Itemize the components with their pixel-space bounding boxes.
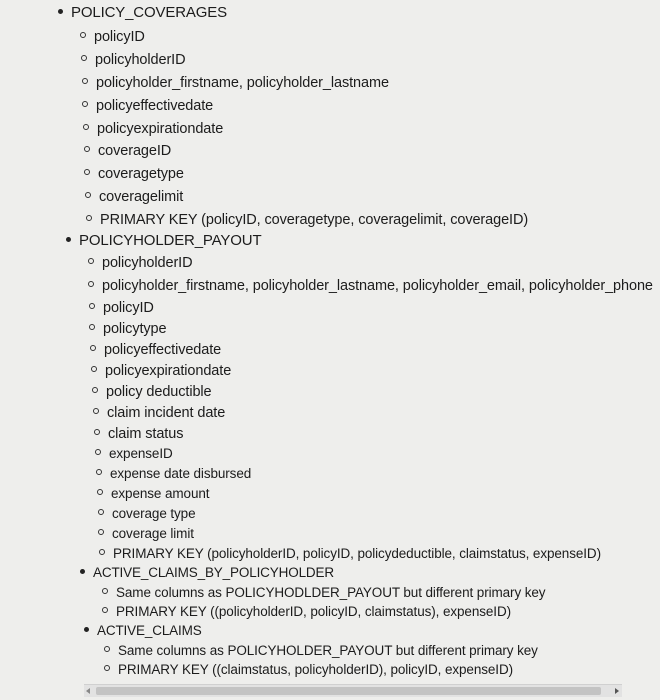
list-item-text: policyeffectivedate [96, 98, 214, 114]
list-item-text: policyholderID [95, 52, 186, 68]
list-item [98, 505, 196, 523]
bullet-icon [90, 345, 96, 351]
list-item [97, 485, 209, 503]
list-item [91, 362, 231, 380]
bullet-icon [99, 549, 105, 555]
list-item-text: PRIMARY KEY (policyholderID, policyID, policydeductible, claimstatus, expenseID) [113, 546, 601, 561]
list-item [89, 320, 166, 338]
list-item [93, 404, 225, 422]
list-item [95, 445, 173, 463]
bullet-icon [88, 258, 94, 264]
list-item [104, 661, 513, 679]
bullet-icon [102, 588, 108, 594]
section-heading [66, 232, 261, 250]
list-item-text: policyholder_firstname, policyholder_lastname [96, 75, 389, 91]
list-item [82, 97, 213, 115]
list-item-text: policy deductible [106, 384, 212, 400]
bullet-icon [102, 607, 108, 613]
list-item [81, 51, 185, 69]
section-title: ACTIVE_CLAIMS [97, 623, 202, 638]
horizontal-scrollbar[interactable] [84, 684, 622, 697]
list-item [88, 277, 653, 295]
list-item [102, 584, 545, 602]
section-title: ACTIVE_CLAIMS_BY_POLICYHOLDER [93, 565, 334, 580]
bullet-icon [82, 101, 88, 107]
list-item-text: claim incident date [107, 405, 226, 421]
list-item-text: policyeffectivedate [104, 342, 222, 358]
list-item-text: coverageID [98, 143, 172, 159]
bullet-icon [85, 192, 91, 198]
list-item [102, 603, 511, 621]
scrollbar-thumb[interactable] [96, 687, 601, 695]
bullet-icon [94, 429, 100, 435]
list-item [85, 188, 183, 206]
section-title: POLICYHOLDER_PAYOUT [79, 232, 262, 249]
list-item-text: PRIMARY KEY ((claimstatus, policyholderID), policyID, expenseID) [118, 662, 513, 677]
scroll-left-arrow-icon[interactable] [86, 688, 90, 694]
bullet-icon [81, 55, 87, 61]
bullet-icon [97, 489, 103, 495]
list-item [96, 465, 251, 483]
list-item-text: policyID [103, 300, 154, 316]
list-item-text: coverage limit [112, 526, 194, 541]
list-item-text: policyholder_firstname, policyholder_lastname, policyholder_email, policyholder_phone [102, 278, 653, 294]
bullet-icon [84, 627, 89, 632]
list-item [83, 120, 223, 138]
bullet-icon [66, 237, 71, 242]
list-item [92, 383, 212, 401]
bullet-icon [83, 124, 89, 130]
list-item [99, 545, 601, 563]
list-item-text: coverage type [112, 506, 196, 521]
list-item [86, 211, 528, 229]
scroll-right-arrow-icon[interactable] [615, 688, 619, 694]
bullet-icon [92, 387, 98, 393]
bullet-icon [98, 509, 104, 515]
bullet-icon [89, 324, 95, 330]
list-item-text: coveragelimit [99, 189, 184, 205]
bullet-icon [86, 215, 92, 221]
bullet-icon [82, 78, 88, 84]
list-item [89, 299, 154, 317]
list-item-text: Same columns as POLICYHODLDER_PAYOUT but different primary key [116, 585, 546, 600]
bullet-icon [88, 281, 94, 287]
list-item-text: coveragetype [98, 166, 184, 182]
list-item-text: PRIMARY KEY ((policyholderID, policyID, claimstatus), expenseID) [116, 604, 511, 619]
list-item [80, 28, 145, 46]
bullet-icon [91, 366, 97, 372]
bullet-icon [96, 469, 102, 475]
bullet-icon [104, 646, 110, 652]
bullet-icon [89, 303, 95, 309]
bullet-icon [104, 665, 110, 671]
list-item-text: expense amount [111, 486, 210, 501]
list-item-text: policyexpirationdate [97, 121, 224, 137]
list-item-text: policyexpirationdate [105, 363, 232, 379]
list-item-text: PRIMARY KEY (policyID, coveragetype, coveragelimit, coverageID) [100, 212, 529, 228]
bullet-icon [80, 569, 85, 574]
section-heading [80, 564, 334, 582]
list-item-text: expenseID [109, 446, 173, 461]
list-item [84, 142, 171, 160]
list-item-text: expense date disbursed [110, 466, 252, 481]
list-item-text: policyID [94, 29, 145, 45]
list-item [104, 642, 538, 660]
bullet-icon [93, 408, 99, 414]
section-heading [58, 4, 227, 22]
bullet-icon [84, 146, 90, 152]
list-item-text: Same columns as POLICYHOLDER_PAYOUT but different primary key [118, 643, 538, 658]
list-item-text: policytype [103, 321, 167, 337]
list-item [82, 74, 389, 92]
bullet-icon [80, 32, 86, 38]
bullet-icon [98, 529, 104, 535]
list-item-text: claim status [108, 426, 184, 442]
bullet-icon [84, 169, 90, 175]
list-item [94, 425, 183, 443]
list-item-text: policyholderID [102, 255, 193, 271]
list-item [90, 341, 221, 359]
list-item [98, 525, 194, 543]
bullet-icon [58, 9, 63, 14]
list-item [84, 165, 184, 183]
bullet-icon [95, 449, 101, 455]
list-item [88, 254, 192, 272]
section-heading [84, 622, 202, 640]
section-title: POLICY_COVERAGES [71, 4, 227, 21]
